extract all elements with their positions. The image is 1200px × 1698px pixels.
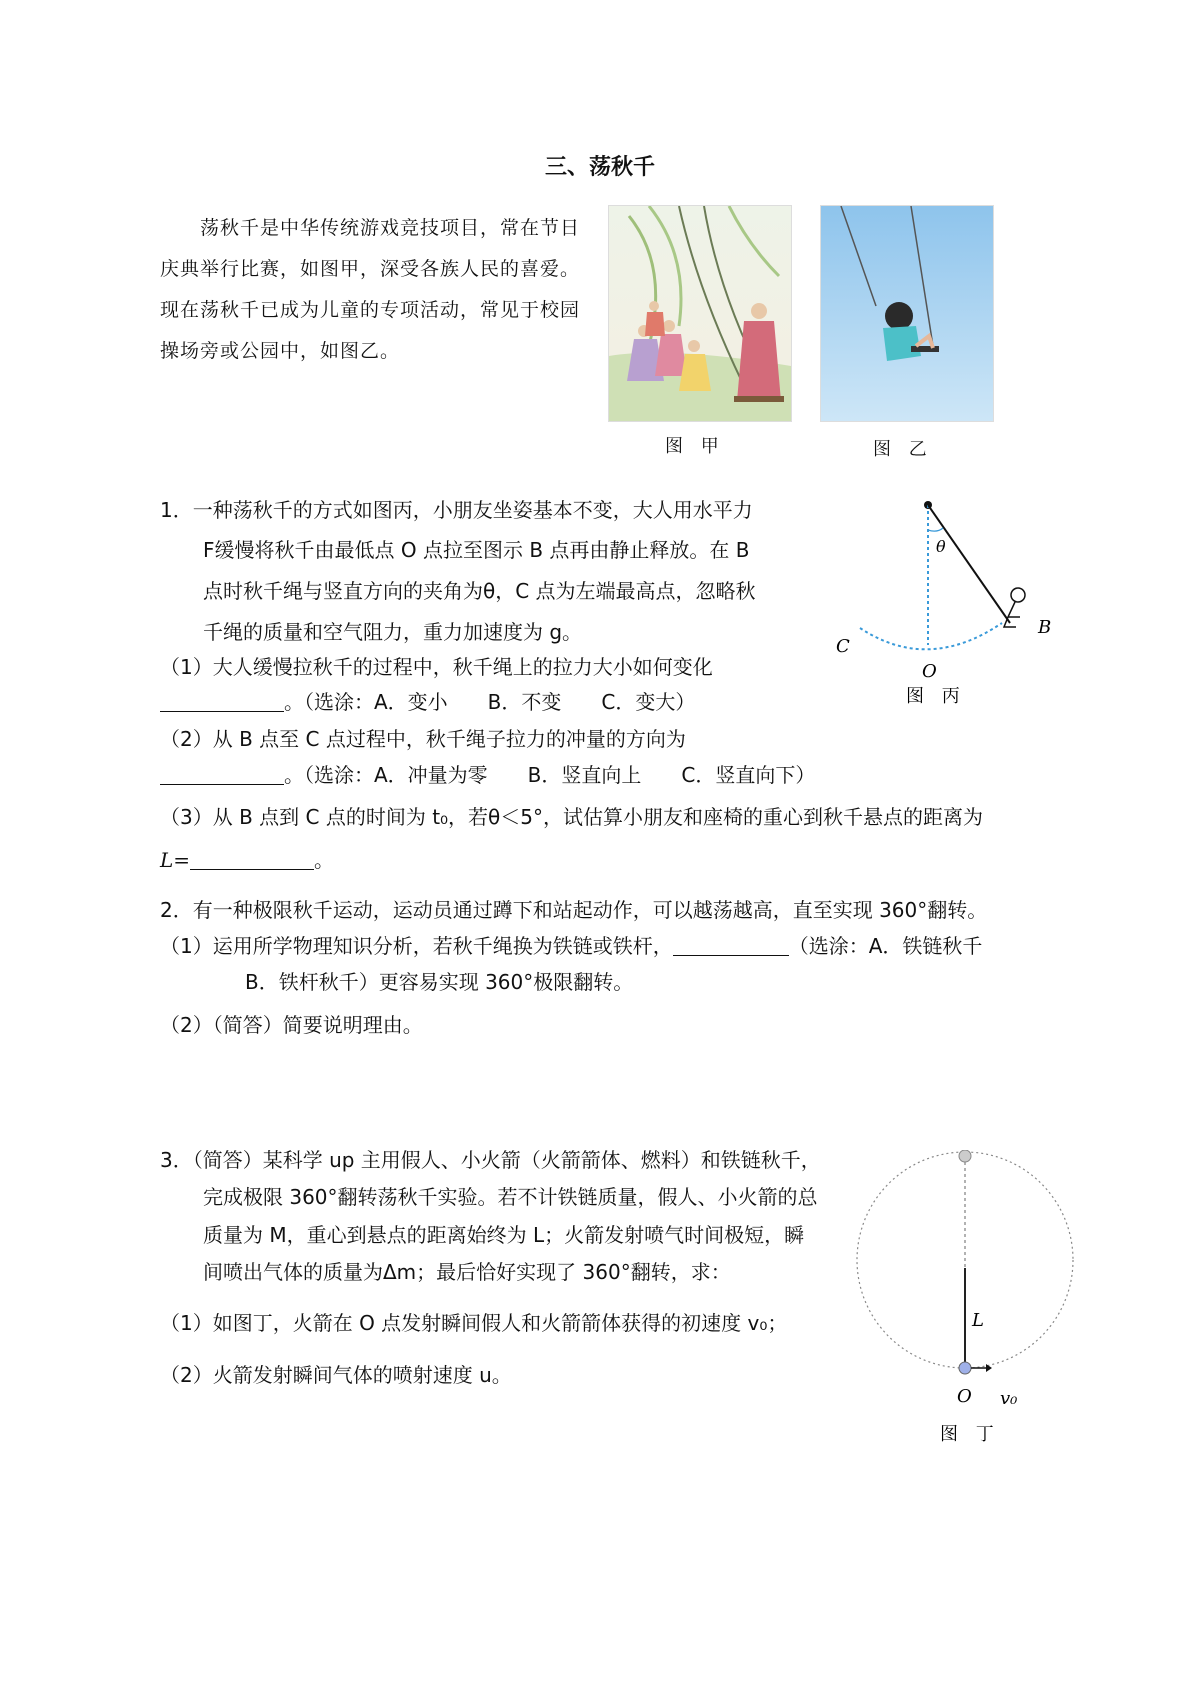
q1-part3-line1: （3）从 B 点到 C 点的时间为 t₀，若θ＜5°，试估算小朋友和座椅的重心到秋千悬点的距离为 xyxy=(160,805,984,829)
q3-part2: （2）火箭发射瞬间气体的喷射速度 u。 xyxy=(160,1363,512,1387)
figure-yi-image xyxy=(820,205,994,422)
top-point xyxy=(959,1150,971,1162)
label-theta: θ xyxy=(936,537,946,556)
intro-paragraph: 荡秋千是中华传统游戏竞技项目，常在节日庆典举行比赛，如图甲，深受各族人民的喜爱。现在荡秋千已成为儿童的专项活动，常见于校园操场旁或公园中，如图乙。 xyxy=(160,217,581,362)
q2-part2: （2）（简答）简要说明理由。 xyxy=(160,1013,423,1037)
label-O: O xyxy=(957,1386,972,1407)
point-O xyxy=(959,1362,971,1374)
q1-part3-line2 xyxy=(160,843,334,877)
q1-stem-line4: 千绳的质量和空气阻力，重力加速度为 g。 xyxy=(203,620,583,644)
child-head xyxy=(1011,588,1025,602)
q2-part1-text: （1）运用所学物理知识分析，若秋千绳换为铁链或铁杆， xyxy=(160,934,673,958)
q3-stem-line2: 完成极限 360°翻转荡秋千实验。若不计铁链质量，假人、小火箭的总 xyxy=(203,1185,818,1209)
q1-stem-line1: 1．一种荡秋千的方式如图丙，小朋友坐姿基本不变，大人用水平力 xyxy=(160,498,753,522)
q1-part2-line1: （2）从 B 点至 C 点过程中，秋千绳子拉力的冲量的方向为 xyxy=(160,727,686,751)
q1-part2-answer-blank[interactable] xyxy=(160,762,284,785)
q1-stem-line3: 点时秋千绳与竖直方向的夹角为θ，C 点为左端最高点，忽略秋 xyxy=(203,579,756,603)
figure-ding-diagram xyxy=(850,1150,1090,1450)
q2-part1-answer-blank[interactable] xyxy=(673,933,789,956)
q2-part1-option-a: （选涂：A．铁链秋千 xyxy=(788,934,983,958)
q1-part3-prefix: L= xyxy=(160,848,191,872)
q1-part1-line1: （1）大人缓慢拉秋千的过程中，秋千绳上的拉力大小如何变化 xyxy=(160,655,713,679)
figure-yi-caption: 图 乙 xyxy=(873,439,933,460)
q3-part1: （1）如图丁，火箭在 O 点发射瞬间假人和火箭箭体获得的初速度 v₀； xyxy=(160,1311,788,1335)
q1-part2-options: 。（选涂：A．冲量为零 B．竖直向上 C．竖直向下） xyxy=(284,763,816,787)
q1-stem-line2: F缓慢将秋千由最低点 O 点拉至图示 B 点再由静止释放。在 B xyxy=(203,538,750,562)
q1-part3-answer-blank[interactable] xyxy=(190,847,314,870)
q3-stem-line4: 间喷出气体的质量为Δm；最后恰好实现了 360°翻转，求： xyxy=(203,1260,731,1284)
label-O: O xyxy=(922,661,937,682)
child-body xyxy=(1004,602,1020,627)
theta-arc xyxy=(928,528,943,531)
label-L: L xyxy=(972,1310,984,1331)
q1-part3-suffix: 。 xyxy=(314,848,335,872)
swing-path-arc xyxy=(860,623,1002,649)
label-B: B xyxy=(1038,617,1052,638)
q2-part1-line1 xyxy=(160,929,982,963)
q1-part1-answer-blank[interactable] xyxy=(160,689,284,712)
label-v0: v₀ xyxy=(1000,1388,1018,1409)
q2-part1-line2: B．铁杆秋千）更容易实现 360°极限翻转。 xyxy=(245,970,634,994)
figure-bing-caption: 图 丙 xyxy=(906,686,966,705)
figure-jia-caption: 图 甲 xyxy=(665,436,725,457)
q1-part1-options: 。（选涂：A．变小 B．不变 C．变大） xyxy=(284,690,696,714)
q1-part2-line2 xyxy=(160,758,815,792)
q3-stem-line1: 3．（简答）某科学 up 主用假人、小火箭（火箭箭体、燃料）和铁链秋千， xyxy=(160,1148,821,1172)
figure-jia-image xyxy=(608,205,792,422)
figure-bing-diagram xyxy=(810,495,1070,705)
q3-stem-line3: 质量为 M，重心到悬点的距离始终为 L；火箭发射喷气时间极短，瞬 xyxy=(203,1223,805,1247)
label-C: C xyxy=(836,636,850,657)
page-title: 三、荡秋千 xyxy=(544,155,655,180)
figure-ding-caption: 图 丁 xyxy=(940,1424,1000,1445)
q1-part1-line2 xyxy=(160,685,695,719)
swing-rope xyxy=(928,505,1010,623)
q2-stem: 2．有一种极限秋千运动，运动员通过蹲下和站起动作，可以越荡越高，直至实现 360°翻转。 xyxy=(160,898,988,922)
